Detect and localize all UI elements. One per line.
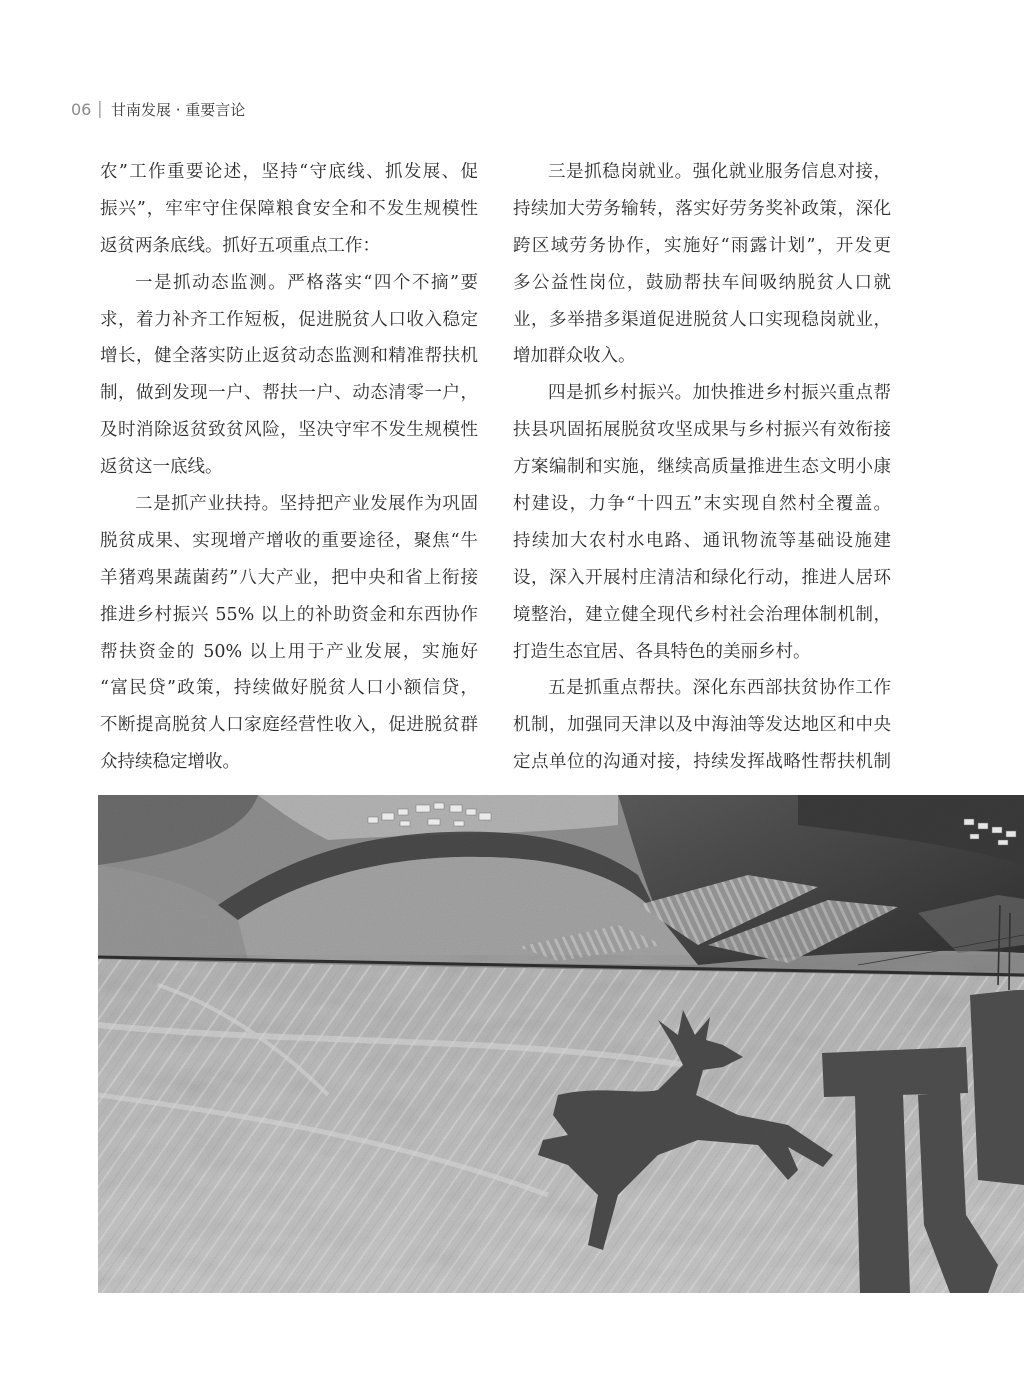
text-line: 多公益性岗位，鼓励帮扶车间吸纳脱贫人口就: [513, 272, 891, 293]
text-line: 一是抓动态监测。严格落实“四个不摘”要: [135, 272, 478, 293]
text-line: 农”工作重要论述，坚持“守底线、抓发展、促: [100, 162, 478, 182]
page-header: [0, 100, 420, 120]
text-line: 定点单位的沟通对接，持续发挥战略性帮扶机制: [513, 752, 891, 773]
text-line: 村建设，力争“十四五”末实现自然村全覆盖。: [513, 494, 891, 515]
landscape-photo: [98, 795, 1024, 1293]
text-line: 返贫这一底线。: [100, 457, 223, 478]
text-line: 打造生态宜居、各具特色的美丽乡村。: [513, 641, 811, 662]
text-line: 帮扶资金的 50% 以上用于产业发展，实施好: [100, 641, 478, 662]
text-line: 羊猪鸡果蔬菌药”八大产业，把中央和省上衔接: [100, 567, 478, 588]
photo-grain: [98, 795, 1024, 1293]
text-line: 脱贫成果、实现增产增收的重要途径，聚焦“牛: [100, 530, 478, 551]
text-line: 众持续稳定增收。: [100, 752, 240, 773]
paragraph: [513, 375, 891, 670]
paragraph: [513, 670, 891, 781]
text-line: 增加群众收入。: [513, 346, 636, 367]
text-line: 推进乡村振兴 55% 以上的补助资金和东西协作: [100, 604, 478, 625]
text-line: 增长，健全落实防止返贫动态监测和精准帮扶机: [100, 346, 478, 367]
text-line: 境整治，建立健全现代乡村社会治理体制机制，: [513, 604, 891, 625]
landscape-photo-graphic: [98, 795, 1024, 1293]
paragraph: [513, 154, 891, 375]
text-line: 持续加大农村水电路、通讯物流等基础设施建: [513, 530, 891, 551]
text-line: “富民贷”政策，持续做好脱贫人口小额信贷，: [100, 678, 478, 699]
paragraph: [100, 265, 478, 486]
text-line: 振兴”，牢牢守住保障粮食安全和不发生规模性: [100, 198, 478, 219]
header-separator: |: [97, 99, 103, 119]
text-line: 四是抓乡村振兴。加快推进乡村振兴重点帮: [548, 383, 891, 404]
text-line: 制，做到发现一户、帮扶一户、动态清零一户，: [100, 383, 478, 404]
right-column: [513, 154, 891, 781]
text-line: 设，深入开展村庄清洁和绿化行动，推进人居环: [513, 567, 891, 588]
text-line: 扶县巩固拓展脱贫攻坚成果与乡村振兴有效衔接: [513, 420, 891, 441]
text-line: 机制，加强同天津以及中海油等发达地区和中央: [513, 715, 891, 736]
text-line: 方案编制和实施，继续高质量推进生态文明小康: [513, 457, 891, 478]
paragraph: [100, 154, 478, 265]
text-line: 返贫两条底线。抓好五项重点工作：: [100, 235, 380, 256]
text-line: 不断提高脱贫人口家庭经营性收入，促进脱贫群: [100, 715, 478, 736]
text-line: 二是抓产业扶持。坚持把产业发展作为巩固: [135, 494, 478, 515]
paragraph: [100, 486, 478, 781]
text-line: 三是抓稳岗就业。强化就业服务信息对接，: [548, 162, 891, 182]
page-number: 06: [71, 100, 92, 119]
text-line: 跨区域劳务协作，实施好“雨露计划”，开发更: [513, 235, 891, 256]
text-line: 五是抓重点帮扶。深化东西部扶贫协作工作: [548, 678, 891, 699]
text-line: 业，多举措多渠道促进脱贫人口实现稳岗就业，: [513, 309, 891, 330]
section-title: 甘南发展 · 重要言论: [111, 101, 246, 119]
left-column: [100, 154, 478, 781]
text-line: 求，着力补齐工作短板，促进脱贫人口收入稳定: [100, 309, 478, 330]
text-line: 及时消除返贫致贫风险，坚决守牢不发生规模性: [100, 420, 478, 441]
text-line: 持续加大劳务输转，落实好劳务奖补政策，深化: [513, 198, 891, 219]
